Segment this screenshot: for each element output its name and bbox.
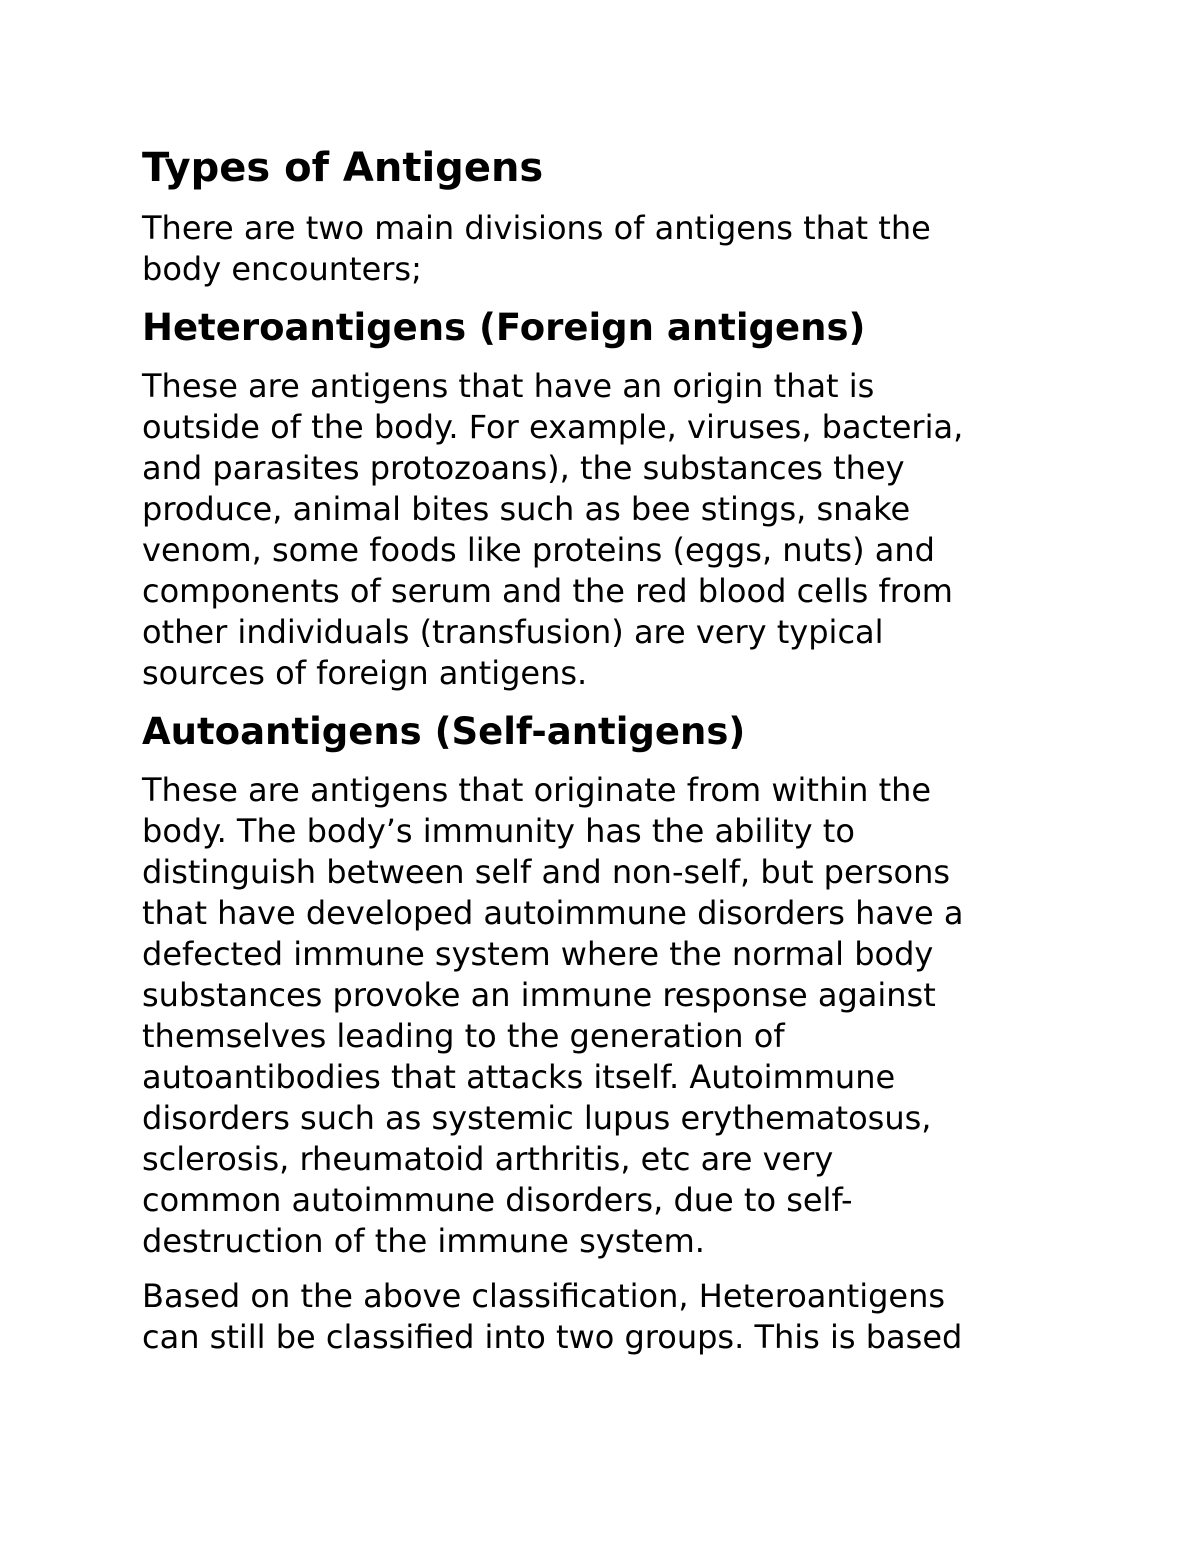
text-line: body. The body’s immunity has the ability to: [142, 812, 855, 850]
text-line: autoantibodies that attacks itself. Autoimmune: [142, 1058, 896, 1096]
text-line: defected immune system where the normal body: [142, 935, 934, 973]
document-title: Types of Antigens: [142, 145, 544, 191]
section-heading-heteroantigens: Heteroantigens (Foreign antigens): [142, 306, 866, 349]
text-line: can still be classified into two groups. This is based: [142, 1318, 963, 1356]
text-line: venom, some foods like proteins (eggs, nuts) and: [142, 531, 935, 569]
document-page: [142, 142, 1062, 1372]
text-line: There are two main divisions of antigens that the: [142, 209, 931, 247]
closing-paragraph: [142, 1276, 1062, 1358]
text-line: destruction of the immune system.: [142, 1222, 705, 1260]
section-heading-autoantigens: Autoantigens (Self-antigens): [142, 710, 746, 753]
text-line: These are antigens that originate from within the: [142, 771, 932, 809]
heteroantigens-paragraph: [142, 366, 1062, 694]
text-line: produce, animal bites such as bee stings, snake: [142, 490, 911, 528]
text-line: substances provoke an immune response against: [142, 976, 936, 1014]
text-line: distinguish between self and non-self, but persons: [142, 853, 951, 891]
text-line: and parasites protozoans), the substances they: [142, 449, 905, 487]
text-line: body encounters;: [142, 250, 422, 288]
text-line: Based on the above classification, Heteroantigens: [142, 1277, 946, 1315]
text-line: components of serum and the red blood cells from: [142, 572, 953, 610]
text-line: common autoimmune disorders, due to self-: [142, 1181, 853, 1219]
text-line: disorders such as systemic lupus erythematosus,: [142, 1099, 932, 1137]
autoantigens-paragraph: [142, 770, 1062, 1262]
text-line: These are antigens that have an origin that is: [142, 367, 875, 405]
text-line: other individuals (transfusion) are very typical: [142, 613, 884, 651]
text-line: themselves leading to the generation of: [142, 1017, 785, 1055]
text-line: sclerosis, rheumatoid arthritis, etc are very: [142, 1140, 834, 1178]
text-line: sources of foreign antigens.: [142, 654, 588, 692]
text-line: that have developed autoimmune disorders have a: [142, 894, 964, 932]
intro-paragraph: [142, 208, 1062, 290]
text-line: outside of the body. For example, viruses, bacteria,: [142, 408, 964, 446]
